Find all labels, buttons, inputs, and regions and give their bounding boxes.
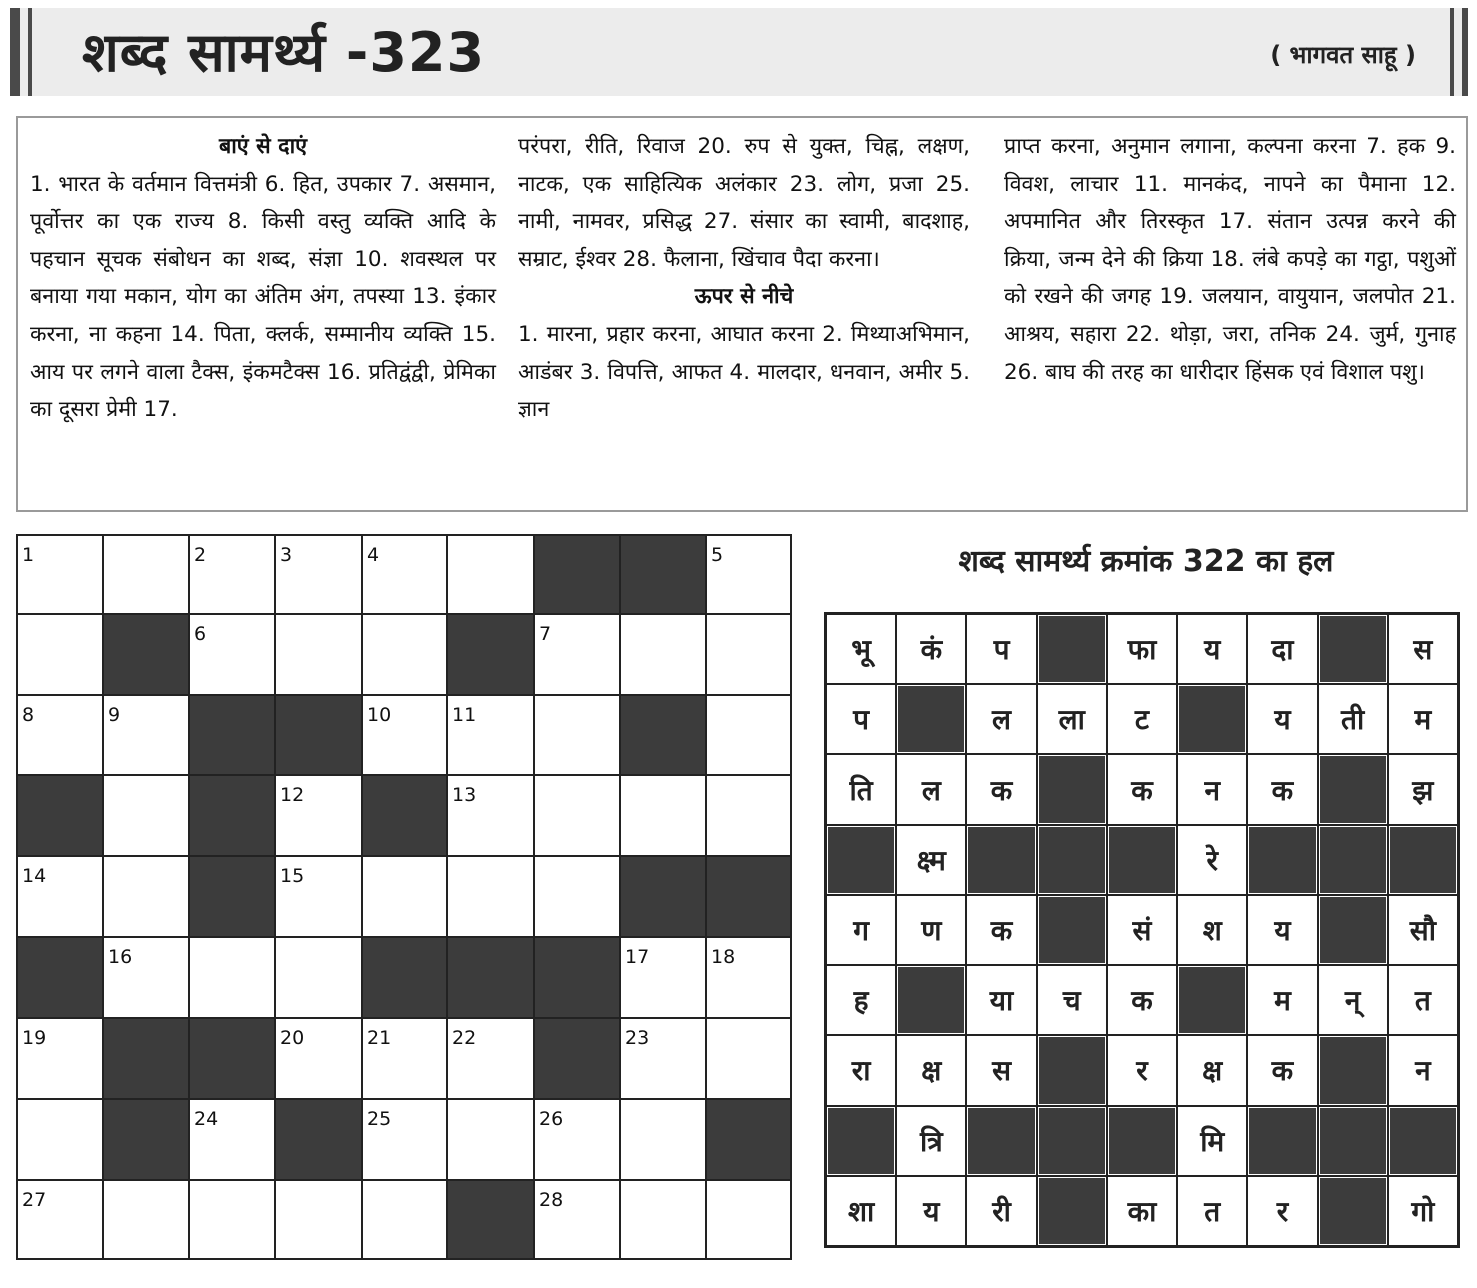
grid-cell[interactable] [363, 536, 448, 615]
grid-cell[interactable] [707, 696, 792, 776]
solution-cell-black [966, 825, 1036, 895]
solution-cell: ल [896, 754, 966, 824]
header-right-bar-thin [1450, 8, 1454, 96]
grid-cell[interactable] [448, 1019, 535, 1100]
grid-cell-black [190, 1019, 276, 1100]
grid-cell-black [18, 776, 104, 857]
clue-number: 14 [22, 865, 47, 887]
solution-cell-black [1107, 825, 1177, 895]
solution-cell: क [1107, 965, 1177, 1035]
grid-cell[interactable] [535, 696, 621, 776]
clue-number: 5 [711, 544, 724, 566]
solution-cell: क्ष [1177, 1035, 1247, 1105]
grid-cell-black [621, 857, 707, 938]
grid-cell[interactable] [18, 696, 104, 776]
solution-cell: त्रि [896, 1106, 966, 1176]
grid-cell[interactable] [276, 615, 363, 696]
across-clues-part-1: 1. भारत के वर्तमान वित्तमंत्री 6. हित, उपकार 7. असमान, पूर्वोत्तर का एक राज्य 8. किसी वस्तु व्यक्ति आदि के पहचान सूचक संबोधन का शब्द, संज्ञा 10. शवस्थल पर बनाया गया मकान, योग का अंतिम अंग, तपस्या 13. इंकार करना, ना कहना 14. पिता, क्लर्क, सम्मानीय व्यक्ति 15. आय पर लगने वाला टैक्स, इंकमटैक्स 16. प्रतिद्वंद्वी, प्रेमिका का दूसरा प्रेमी 17. [30, 171, 496, 423]
grid-cell[interactable] [276, 938, 363, 1019]
clues-column-2 [518, 128, 970, 429]
grid-cell[interactable] [190, 938, 276, 1019]
grid-cell-black [707, 857, 792, 938]
solution-cell-black [1037, 1106, 1107, 1176]
solution-cell-black [1318, 1176, 1388, 1246]
solution-cell: मि [1177, 1106, 1247, 1176]
grid-cell[interactable] [621, 938, 707, 1019]
solution-cell: र [1107, 1035, 1177, 1105]
grid-cell[interactable] [535, 615, 621, 696]
solution-cell: रे [1177, 825, 1247, 895]
grid-cell[interactable] [104, 536, 190, 615]
grid-cell-black [535, 1019, 621, 1100]
grid-cell-black [104, 1019, 190, 1100]
solution-cell-black [1318, 1035, 1388, 1105]
grid-cell-black [363, 938, 448, 1019]
clue-number: 13 [452, 784, 477, 806]
solution-cell-black [1037, 614, 1107, 684]
solution-cell: श [1177, 895, 1247, 965]
solution-cell-black [1388, 825, 1458, 895]
grid-cell[interactable] [276, 1019, 363, 1100]
grid-cell-black [276, 696, 363, 776]
grid-cell[interactable] [190, 615, 276, 696]
solution-cell: भू [826, 614, 896, 684]
clue-number: 20 [280, 1027, 305, 1049]
solution-cell: प [826, 684, 896, 754]
solution-cell: या [966, 965, 1036, 1035]
solution-cell-black [1037, 1035, 1107, 1105]
solution-cell: स [1388, 614, 1458, 684]
solution-cell-black [1107, 1106, 1177, 1176]
grid-cell[interactable] [363, 1181, 448, 1260]
grid-cell[interactable] [276, 857, 363, 938]
clue-number: 24 [194, 1108, 219, 1130]
solution-cell: गो [1388, 1176, 1458, 1246]
solution-cell: क [966, 754, 1036, 824]
grid-cell[interactable] [621, 776, 707, 857]
grid-cell[interactable] [535, 857, 621, 938]
grid-cell-black [448, 938, 535, 1019]
grid-cell[interactable] [18, 857, 104, 938]
grid-cell-black [448, 1181, 535, 1260]
solution-cell: ण [896, 895, 966, 965]
grid-cell[interactable] [276, 776, 363, 857]
grid-cell[interactable] [104, 857, 190, 938]
grid-cell[interactable] [363, 1100, 448, 1181]
grid-cell[interactable] [535, 776, 621, 857]
grid-cell[interactable] [104, 938, 190, 1019]
solution-cell-black [1388, 1106, 1458, 1176]
clue-number: 16 [108, 946, 133, 968]
solution-cell-black [896, 965, 966, 1035]
clue-number: 6 [194, 623, 207, 645]
solution-cell: य [896, 1176, 966, 1246]
solution-cell: न् [1318, 965, 1388, 1035]
grid-cell[interactable] [621, 615, 707, 696]
grid-cell[interactable] [621, 1100, 707, 1181]
grid-cell[interactable] [621, 1019, 707, 1100]
solution-cell-black [1177, 965, 1247, 1035]
solution-cell: य [1247, 684, 1317, 754]
grid-cell[interactable] [707, 536, 792, 615]
grid-cell[interactable] [363, 857, 448, 938]
across-clues-part-2: परंपरा, रीति, रिवाज 20. रुप से युक्त, चिह्न, लक्षण, नाटक, एक साहित्यिक अलंकार 23. लोग, प्रजा 25. नामी, नामवर, प्रसिद्ध 27. संसार का स्वामी, बादशाह, सम्राट, ईश्वर 28. फैलाना, खिंचाव पैदा करना। [518, 134, 970, 272]
grid-cell-black [621, 696, 707, 776]
clue-number: 8 [22, 704, 35, 726]
grid-cell-black [621, 536, 707, 615]
clue-number: 19 [22, 1027, 47, 1049]
grid-cell[interactable] [707, 776, 792, 857]
solution-cell: क [1247, 754, 1317, 824]
solution-cell-black [1037, 895, 1107, 965]
solution-cell-black [966, 1106, 1036, 1176]
solution-cell: क्ष [896, 1035, 966, 1105]
clue-number: 17 [625, 946, 650, 968]
clues-column-3 [1004, 128, 1456, 391]
grid-cell[interactable] [18, 615, 104, 696]
grid-cell[interactable] [190, 1100, 276, 1181]
clue-number: 28 [539, 1189, 564, 1211]
solution-cell-black [1037, 1176, 1107, 1246]
grid-cell-black [190, 857, 276, 938]
grid-cell[interactable] [104, 696, 190, 776]
header-right-bar [1462, 8, 1468, 96]
grid-cell[interactable] [18, 1100, 104, 1181]
solution-cell: ति [826, 754, 896, 824]
grid-cell-black [104, 615, 190, 696]
clue-number: 26 [539, 1108, 564, 1130]
clue-number: 2 [194, 544, 207, 566]
grid-cell[interactable] [18, 1019, 104, 1100]
clue-number: 21 [367, 1027, 392, 1049]
solution-cell: फा [1107, 614, 1177, 684]
grid-cell-black [276, 1100, 363, 1181]
solution-cell: च [1037, 965, 1107, 1035]
solution-cell-black [826, 825, 896, 895]
grid-cell[interactable] [448, 857, 535, 938]
solution-grid [824, 612, 1460, 1248]
solution-cell-black [896, 684, 966, 754]
grid-cell[interactable] [707, 615, 792, 696]
solution-cell: झ [1388, 754, 1458, 824]
grid-cell[interactable] [363, 1019, 448, 1100]
grid-cell[interactable] [190, 1181, 276, 1260]
across-heading: बाएं से दाएं [218, 134, 308, 159]
solution-cell-black [1247, 1106, 1317, 1176]
grid-cell[interactable] [276, 536, 363, 615]
down-clues-part-1: 1. मारना, प्रहार करना, आघात करना 2. मिथ्याअभिमान, आडंबर 3. विपत्ति, आफत 4. मालदार, धनवान, अमीर 5. ज्ञान [518, 321, 970, 423]
solution-cell: ल [966, 684, 1036, 754]
grid-cell-black [190, 696, 276, 776]
down-clues-part-2: प्राप्त करना, अनुमान लगाना, कल्पना करना 7. हक 9. विवश, लाचार 11. मानकंद, नापने का पैमाना 12. अपमानित और तिरस्कृत 17. संतान उत्पन्न करने की क्रिया, जन्म देने की क्रिया 18. लंबे कपड़े का गट्ठा, पशुओं को रखने की जगह 19. जलयान, वायुयान, जलपोत 21. आश्रय, सहारा 22. थोड़ा, जरा, तनिक 24. जुर्म, गुनाह 26. बाघ की तरह का धारीदार हिंसक एवं विशाल पशु। [1004, 134, 1456, 385]
solution-cell: ला [1037, 684, 1107, 754]
grid-cell[interactable] [448, 696, 535, 776]
solution-cell: र [1247, 1176, 1317, 1246]
clue-number: 22 [452, 1027, 477, 1049]
solution-cell-black [1318, 614, 1388, 684]
clue-number: 4 [367, 544, 380, 566]
grid-cell-black [535, 938, 621, 1019]
clue-number: 18 [711, 946, 736, 968]
solution-cell: त [1388, 965, 1458, 1035]
grid-cell[interactable] [707, 1019, 792, 1100]
grid-cell-black [190, 776, 276, 857]
grid-cell[interactable] [363, 615, 448, 696]
clue-number: 23 [625, 1027, 650, 1049]
down-heading: ऊपर से नीचे [694, 284, 794, 310]
solution-cell: य [1177, 614, 1247, 684]
solution-cell: स [966, 1035, 1036, 1105]
author-name: ( भागवत साहू ) [1270, 41, 1416, 69]
solution-cell-black [1247, 825, 1317, 895]
grid-cell-black [18, 938, 104, 1019]
grid-cell-black [535, 536, 621, 615]
grid-cell[interactable] [535, 1181, 621, 1260]
solution-title: शब्द सामर्थ्य क्रमांक 322 का हल [958, 544, 1334, 579]
solution-cell-black [1318, 895, 1388, 965]
clue-number: 12 [280, 784, 305, 806]
clue-number: 7 [539, 623, 552, 645]
solution-cell: क [966, 895, 1036, 965]
solution-cell-black [826, 1106, 896, 1176]
crossword-grid [16, 534, 792, 1260]
grid-cell[interactable] [104, 776, 190, 857]
solution-cell: य [1247, 895, 1317, 965]
solution-cell: प [966, 614, 1036, 684]
solution-cell-black [1318, 754, 1388, 824]
solution-cell: ट [1107, 684, 1177, 754]
solution-cell: न [1388, 1035, 1458, 1105]
solution-cell: सौ [1388, 895, 1458, 965]
solution-cell-black [1177, 684, 1247, 754]
solution-cell: म [1247, 965, 1317, 1035]
solution-cell: का [1107, 1176, 1177, 1246]
solution-cell: म [1388, 684, 1458, 754]
clue-number: 9 [108, 704, 121, 726]
clue-number: 27 [22, 1189, 47, 1211]
page-title: शब्द सामर्थ्य -323 [82, 21, 486, 84]
clues-box [16, 116, 1468, 512]
grid-cell[interactable] [448, 1100, 535, 1181]
grid-cell[interactable] [448, 776, 535, 857]
solution-cell-black [1037, 754, 1107, 824]
solution-cell: री [966, 1176, 1036, 1246]
solution-cell: कं [896, 614, 966, 684]
grid-cell[interactable] [18, 1181, 104, 1260]
solution-cell: ह [826, 965, 896, 1035]
grid-cell[interactable] [707, 938, 792, 1019]
grid-cell[interactable] [707, 1181, 792, 1260]
grid-cell[interactable] [190, 536, 276, 615]
grid-cell[interactable] [104, 1181, 190, 1260]
solution-cell: क [1107, 754, 1177, 824]
clue-number: 15 [280, 865, 305, 887]
clue-number: 3 [280, 544, 293, 566]
solution-cell: सं [1107, 895, 1177, 965]
solution-cell: क [1247, 1035, 1317, 1105]
solution-cell: ती [1318, 684, 1388, 754]
header-band [10, 8, 1468, 96]
solution-cell-black [1318, 825, 1388, 895]
grid-cell[interactable] [448, 536, 535, 615]
solution-cell: रा [826, 1035, 896, 1105]
header-left-bar-thin [28, 8, 32, 96]
solution-cell: ग [826, 895, 896, 965]
solution-cell: न [1177, 754, 1247, 824]
grid-cell-black [363, 776, 448, 857]
solution-cell: शा [826, 1176, 896, 1246]
grid-cell[interactable] [363, 696, 448, 776]
grid-cell-black [448, 615, 535, 696]
grid-cell[interactable] [18, 536, 104, 615]
solution-cell: दा [1247, 614, 1317, 684]
grid-cell-black [707, 1100, 792, 1181]
clues-column-1 [30, 128, 496, 429]
header-left-bar [10, 8, 20, 96]
clue-number: 1 [22, 544, 35, 566]
grid-cell[interactable] [276, 1181, 363, 1260]
clue-number: 25 [367, 1108, 392, 1130]
grid-cell-black [104, 1100, 190, 1181]
solution-cell-black [1037, 825, 1107, 895]
clue-number: 10 [367, 704, 392, 726]
solution-cell: त [1177, 1176, 1247, 1246]
grid-cell[interactable] [535, 1100, 621, 1181]
clue-number: 11 [452, 704, 477, 726]
grid-cell[interactable] [621, 1181, 707, 1260]
solution-cell-black [1318, 1106, 1388, 1176]
solution-cell: क्ष्म [896, 825, 966, 895]
